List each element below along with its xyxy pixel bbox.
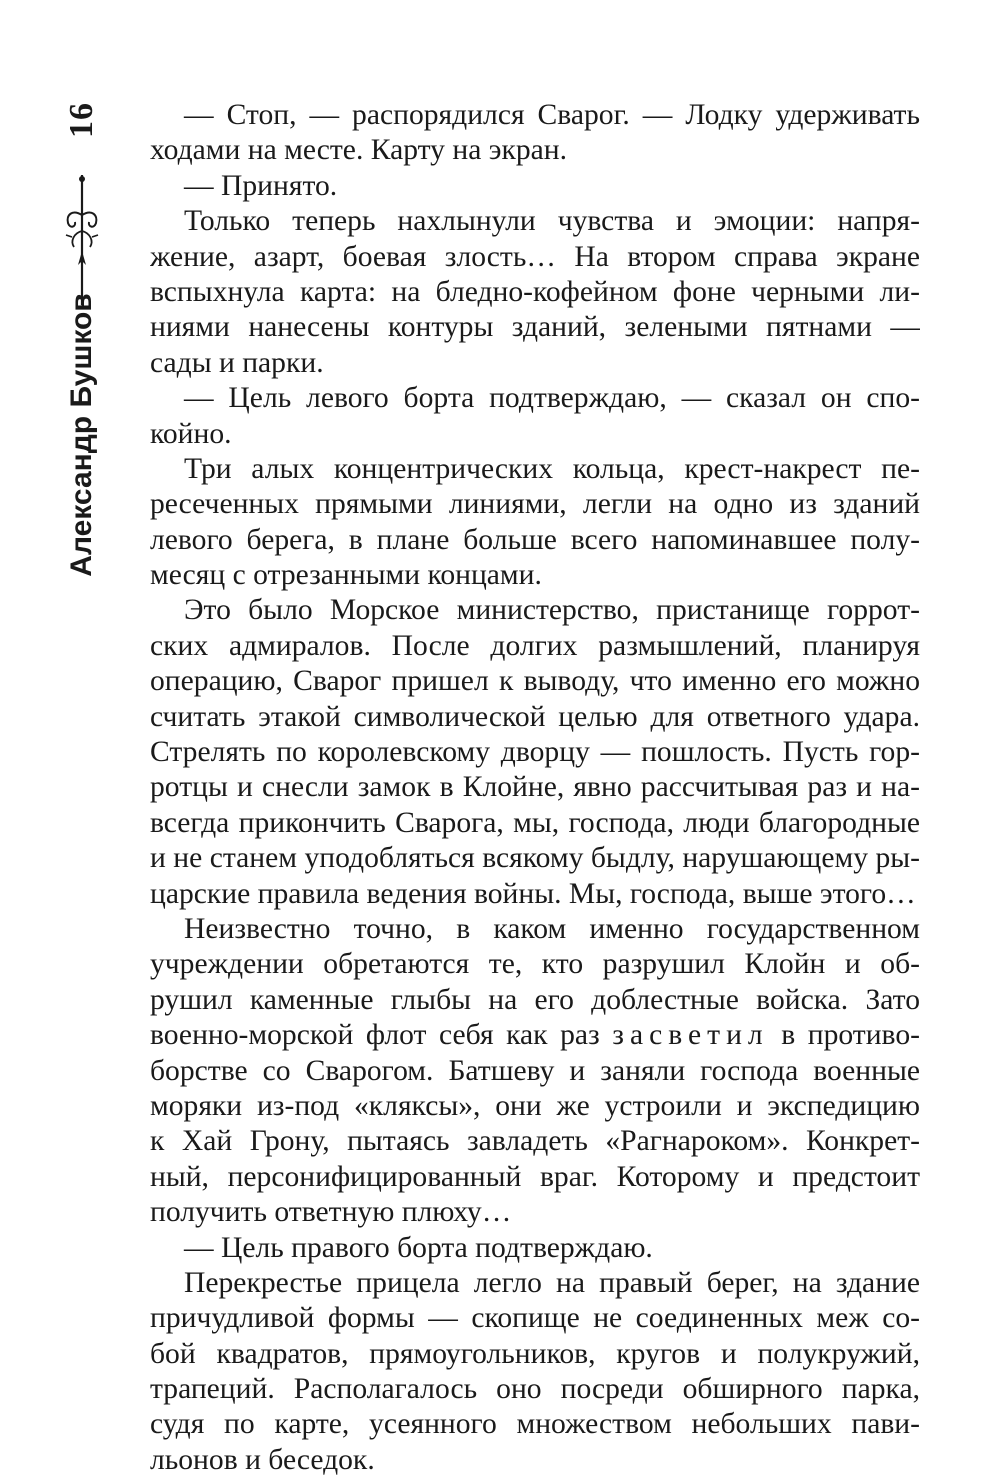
- text-line: ниями нанесены контуры зданий, зелеными пятнами —: [150, 311, 920, 344]
- text-line: ный, персонифицированный враг. Которому и предстоит: [150, 1160, 920, 1193]
- text-line: Три алых концентрических кольца, крест-накрест пе-: [184, 452, 920, 485]
- text-line: ских адмиралов. После долгих размышлений, планируя: [150, 629, 920, 662]
- text-line: трапеций. Располагалось оно посреди обширного парка,: [150, 1373, 920, 1406]
- text-line: бой квадратов, прямоугольников, кругов и полукружий,: [150, 1337, 920, 1370]
- text-line: ходами на месте. Карту на экран.: [150, 134, 567, 167]
- running-head: [52, 90, 112, 580]
- text-line: Это было Морское министерство, пристанище горрот-: [184, 594, 920, 627]
- text-line: Стрелять по королевскому дворцу — пошлость. Пусть гор-: [150, 736, 920, 769]
- body-text: [150, 98, 920, 1478]
- text-line: царские правила ведения войны. Мы, господа, выше этого…: [150, 877, 916, 910]
- text-line: — Принято.: [184, 169, 338, 202]
- text-line: борстве со Сварогом. Батшеву и заняли господа военные: [150, 1054, 920, 1087]
- text-line: койно.: [150, 417, 232, 450]
- text-line: учреждении обретаются те, кто разрушил Клойн и об-: [150, 948, 920, 981]
- text-line: моряки из-под «кляксы», они же устроили и экспедицию: [150, 1089, 920, 1122]
- text-line: получить ответную плюху…: [150, 1196, 512, 1229]
- text-line: ресеченных прямыми линиями, легли на одно из зданий: [150, 488, 920, 521]
- text-line: считать этакой символической целью для ответного удара.: [150, 700, 920, 733]
- page-number-text: 16: [63, 102, 100, 138]
- author-name: [57, 245, 107, 625]
- text-line: жение, азарт, боевая злость… На втором справа экране: [150, 240, 920, 273]
- text-line: операцию, Сварог пришел к выводу, что именно его можно: [150, 665, 920, 698]
- text-line: левого берега, в плане больше всего напоминавшее полу-: [150, 523, 920, 556]
- text-line: Неизвестно точно, в каком именно государственном: [184, 912, 920, 945]
- text-line: всегда прикончить Сварога, мы, господа, люди благородные: [150, 806, 920, 839]
- text-line: военно-морской флот себя как раз засветил в противо-: [150, 1019, 920, 1052]
- text-line: рушил каменные глыбы на его доблестные войска. Зато: [150, 983, 920, 1016]
- text-line: Перекрестье прицела легло на правый берег, на здание: [184, 1266, 920, 1299]
- text-line: — Цель правого борта подтверждаю.: [184, 1231, 653, 1264]
- text-line: сады и парки.: [150, 346, 324, 379]
- text-line: Только теперь нахлынули чувства и эмоции: напря-: [184, 205, 920, 238]
- text-line: льонов и беседок.: [150, 1443, 375, 1476]
- page-number: [52, 90, 112, 150]
- text-line: причудливой формы — скопище не соединенных меж со-: [150, 1302, 920, 1335]
- text-line: — Цель левого борта подтверждаю, — сказал он спо-: [184, 382, 920, 415]
- text-line: и не станем уподобляться всякому быдлу, нарушающему ры-: [150, 842, 920, 875]
- text-line: — Стоп, — распорядился Сварог. — Лодку удерживать: [184, 99, 920, 131]
- text-line: ротцы и снесли замок в Клойне, явно рассчитывая раз и на-: [150, 771, 920, 804]
- emphasized-word: засветил: [612, 1019, 769, 1052]
- text-line: к Хай Грону, пытаясь завладеть «Рагнароком». Конкрет-: [150, 1125, 920, 1158]
- author-name-text: Александр Бушков: [65, 293, 98, 577]
- text-line: судя по карте, усеянного множеством небольших пави-: [150, 1408, 920, 1441]
- text-line: вспыхнула карта: на бледно-кофейном фоне черными ли-: [150, 275, 920, 308]
- text-line: месяц с отрезанными концами.: [150, 559, 542, 592]
